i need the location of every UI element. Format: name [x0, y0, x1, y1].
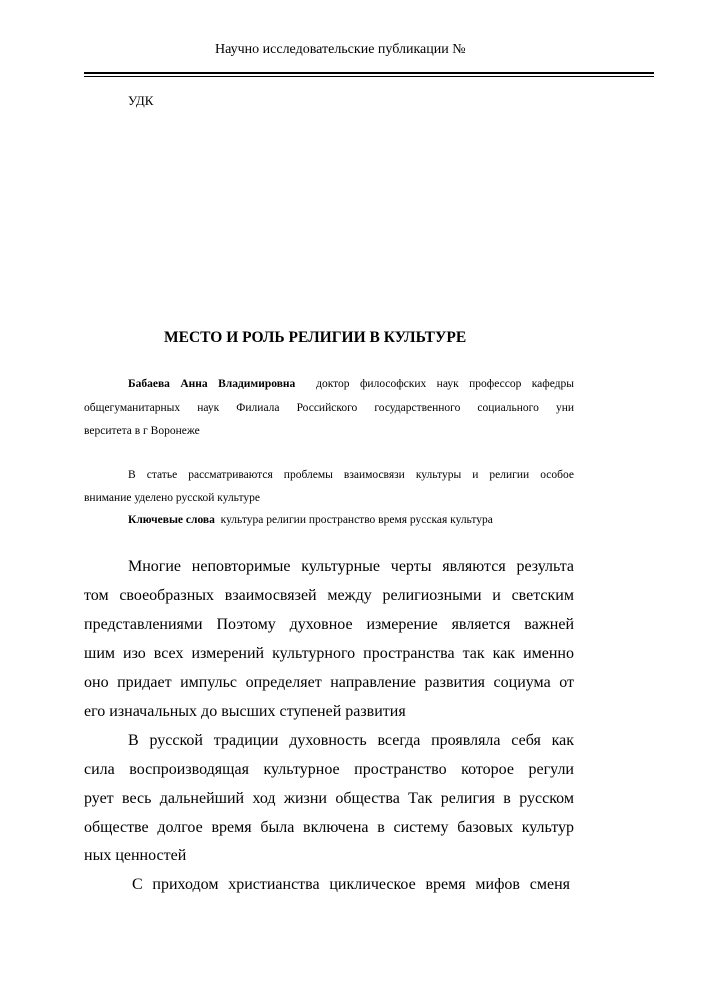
udk-label: УДК [128, 93, 154, 108]
header-rule-thick [84, 72, 654, 74]
abstract-line-2: внимание уделено русской культуре [84, 492, 260, 504]
article-title: МЕСТО И РОЛЬ РЕЛИГИИ В КУЛЬТУРЕ [164, 329, 467, 346]
author-line-2: общегуманитарных наук Филиала Российского государственного социального уни [84, 402, 574, 414]
body-line: Многие неповторимые культурные черты являются результа [128, 558, 574, 575]
abstract-line-1: В статье рассматриваются проблемы взаимосвязи культуры и религии особое [128, 469, 574, 481]
body-line: его изначальных до высших ступеней развития [84, 703, 406, 720]
body-line: С приходом христианства циклическое время мифов сменя [132, 876, 570, 893]
body-line: обществе долгое время была включена в систему базовых культур [84, 819, 574, 836]
body-line: рует весь дальнейший ход жизни общества Так религия в русском [84, 790, 574, 807]
body-line: ных ценностей [84, 847, 187, 864]
body-line: В русской традиции духовность всегда проявляла себя как [128, 732, 574, 749]
keywords-line [128, 514, 574, 526]
author-name: Бабаева Анна Владимировна [128, 378, 296, 390]
header-rule-thin [84, 76, 654, 77]
body-line: оно придает импульс определяет направление развития социума от [84, 674, 574, 691]
body-line: том своеобразных взаимосвязей между религиозными и светским [84, 587, 574, 604]
author-line-3: верситета в г Воронеже [84, 425, 200, 437]
author-line-1 [128, 378, 574, 390]
journal-header: Научно исследовательские публикации № [215, 42, 466, 57]
keywords-text: культура религии пространство время русская культура [220, 514, 493, 526]
author-affiliation: доктор философских наук профессор кафедры [316, 378, 574, 390]
keywords-label: Ключевые слова [128, 514, 215, 526]
body-line: шим изо всех измерений культурного пространства так как именно [84, 645, 574, 662]
body-line: сила воспроизводящая культурное пространство которое регули [84, 761, 574, 778]
body-line: представлениями Поэтому духовное измерение является важней [84, 616, 574, 633]
